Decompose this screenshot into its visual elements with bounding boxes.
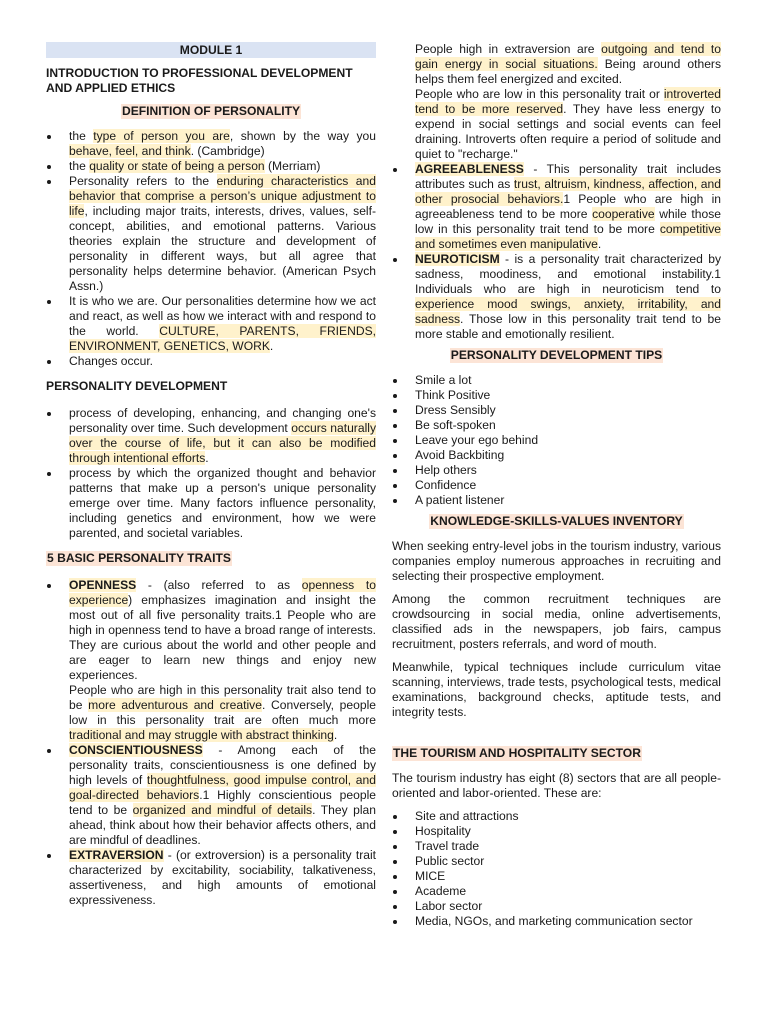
sector-item: MICE [392,869,721,884]
tip-item: Confidence [392,478,721,493]
development-item-organized: process by which the organized thought and behavior patterns that make up a person's unique personality emerge over time. Many factors influence personality, including genetics and environment, how we were parented, and societal variables. [46,466,376,541]
tip-item: Be soft-spoken [392,418,721,433]
trait-openness: OPENNESS - (also referred to as openness to experience) emphasizes imagination and insight the most out of all five personality traits.1 People who are high in openness tend to have a broad range of interests. They are curious about the world and other people and are eager to learn new things and enjoy new experiences. People who are high in this personality trait also tend to be more adventurous and creative. Conversely, people low in this personality trait are often much more traditional and may struggle with abstract thinking. [46,578,376,743]
extraversion-p3: People who are low in this personality trait or introverted tend to be more reserved. They have less energy to expend in social settings and social events can feel draining. Introverts often require a period of solitude and quiet to "recharge." [415,87,721,161]
definition-item-apa: Personality refers to the enduring characteristics and behavior that comprise a person’s unique adjustment to life, including major traits, interests, drives, values, self-concept, abilities, and emotional patterns. Various theories explain the structure and development of personality in different ways, but all agree that personality helps determine behavior. (American Psych Assn.) [46,174,376,294]
ksv-paragraph-1: When seeking entry-level jobs in the tourism industry, various companies employ numerous approaches in recruiting and selecting their prospective employment. [392,539,721,583]
tourism-intro: The tourism industry has eight (8) sectors that are all people-oriented and labor-oriented. These are: [392,771,721,800]
tip-item: Avoid Backbiting [392,448,721,463]
tourism-heading: THE TOURISM AND HOSPITALITY SECTOR [393,746,641,760]
tip-item: Help others [392,463,721,478]
traits-list-continued [392,162,721,342]
definition-item-changes: Changes occur. [46,354,376,369]
sector-item: Site and attractions [392,809,721,824]
definition-list [46,129,376,369]
tourism-sector-list [392,809,721,929]
ksv-heading-wrap [392,514,721,529]
trait-label: OPENNESS [69,578,137,592]
sector-item: Travel trade [392,839,721,854]
definition-heading: DEFINITION OF PERSONALITY [121,104,301,118]
trait-extraversion: EXTRAVERSION - (or extroversion) is a personality trait characterized by excitability, sociability, talkativeness, assertiveness, and high amounts of emotional expressiveness. [46,848,376,908]
tips-heading-wrap [392,348,721,363]
sector-item: Hospitality [392,824,721,839]
left-column [46,42,376,908]
intro-title: INTRODUCTION TO PROFESSIONAL DEVELOPMENT AND APPLIED ETHICS [46,66,353,95]
trait-label: CONSCIENTIOUSNESS [69,743,203,757]
right-column [392,42,721,929]
tip-item: Smile a lot [392,373,721,388]
definition-item-who-we-are: It is who we are. Our personalities determine how we act and react, as well as how we interact with and respond to the world. CULTURE, PARENTS, FRIENDS, ENVIRONMENT, GENETICS, WORK. [46,294,376,354]
trait-neuroticism: NEUROTICISM - is a personality trait characterized by sadness, moodiness, and emotional instability.1 Individuals who are high in neuroticism tend to experience mood swings, anxiety, irritability, and sadness. Those low in this personality trait tend to be more stable and emotionally resilient. [392,252,721,342]
traits-heading-wrap [46,551,376,566]
tip-item: Think Positive [392,388,721,403]
personality-development-heading: PERSONALITY DEVELOPMENT [46,379,228,393]
sector-item: Academe [392,884,721,899]
sector-item: Public sector [392,854,721,869]
trait-label: NEUROTICISM [415,252,500,266]
sector-item: Labor sector [392,899,721,914]
ksv-paragraph-2: Among the common recruitment techniques are crowdsourcing in social media, online advertisements, classified ads in the newspapers, job fairs, campus recruitment, posters referrals, and word of mouth. [392,592,721,651]
tip-item: A patient listener [392,493,721,508]
definition-item-merriam: the quality or state of being a person (Merriam) [46,159,376,174]
ksv-heading: KNOWLEDGE-SKILLS-VALUES INVENTORY [430,514,683,528]
tips-heading: PERSONALITY DEVELOPMENT TIPS [450,348,663,362]
sector-item: Media, NGOs, and marketing communication sector [392,914,721,929]
development-item-process: process of developing, enhancing, and changing one's personality over time. Such development occurs naturally over the course of life, but it can also be modified through intentional efforts. [46,406,376,466]
tips-list [392,373,721,508]
tourism-heading-wrap [392,746,721,761]
ksv-paragraph-3: Meanwhile, typical techniques include curriculum vitae scanning, interviews, trade tests, psychological tests, medical examinations, background checks, aptitude tests, and integrity tests. [392,660,721,719]
tip-item: Leave your ego behind [392,433,721,448]
extraversion-continued [392,42,721,162]
tip-item: Dress Sensibly [392,403,721,418]
trait-agreeableness: AGREEABLENESS - This personality trait includes attributes such as trust, altruism, kindness, affection, and other prosocial behaviors.1 People who are high in agreeableness tend to be more cooperative while those low in this personality trait tend to be more competitive and sometimes even manipulative. [392,162,721,252]
definition-heading-wrap [46,104,376,119]
traits-list [46,578,376,908]
module-title: MODULE 1 [46,42,376,58]
trait-conscientiousness: CONSCIENTIOUSNESS - Among each of the personality traits, conscientiousness is one defined by high levels of thoughtfulness, good impulse control, and goal-directed behaviors.1 Highly conscientious people tend to be organized and mindful of details. They plan ahead, think about how their behavior affects others, and are mindful of deadlines. [46,743,376,848]
trait-label: AGREEABLENESS [415,162,524,176]
extraversion-p2: People high in extraversion are outgoing and tend to gain energy in social situations. Being around others helps them feel energized and excited. [415,42,721,86]
personality-development-list [46,406,376,541]
traits-heading: 5 BASIC PERSONALITY TRAITS [47,551,231,565]
trait-openness-p2: People who are high in this personality trait also tend to be more adventurous and creative. Conversely, people low in this personality trait are often much more traditional and may struggle with abstract thinking. [69,683,377,742]
trait-label: EXTRAVERSION [69,848,164,862]
definition-item-cambridge: the type of person you are, shown by the way you behave, feel, and think. (Cambridge) [46,129,376,159]
